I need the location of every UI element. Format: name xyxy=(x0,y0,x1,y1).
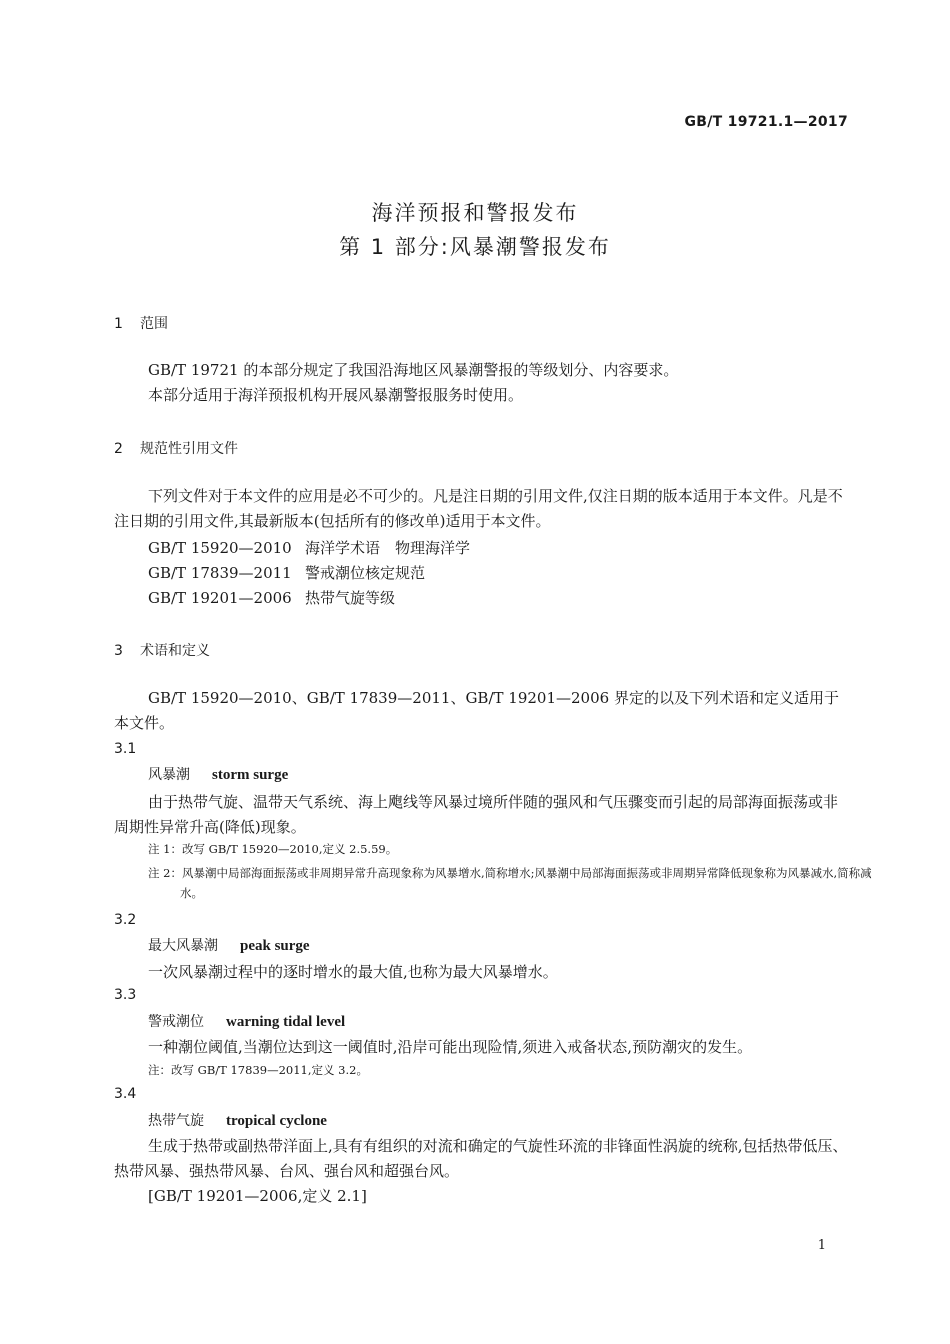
clause-number: 3.2 xyxy=(114,912,137,928)
page-number: 1 xyxy=(817,1238,826,1253)
section-1-paragraph: GB/T 19721 的本部分规定了我国沿海地区风暴潮警报的等级划分、内容要求。 xyxy=(148,361,679,379)
section-1-paragraph: 本部分适用于海洋预报机构开展风暴潮警报服务时使用。 xyxy=(148,386,524,404)
term-english: tropical cyclone xyxy=(226,1113,327,1129)
term-entry xyxy=(148,764,288,784)
section-number: 3 xyxy=(114,643,123,659)
term-note: 注 2：风暴潮中局部海面振荡或非周期异常升高现象称为风暴增水,简称增水;风暴潮中局部海面振荡或非周期异常降低现象称为风暴减水,简称减水。 xyxy=(148,866,872,900)
document-title-line1: 海洋预报和警报发布 xyxy=(371,201,579,225)
term-definition: 由于热带气旋、温带天气系统、海上飑线等风暴过境所伴随的强风和气压骤变而引起的局部海面振荡或非周期性异常升高(降低)现象。 xyxy=(114,793,839,836)
term-definition: 生成于热带或副热带洋面上,具有有组织的对流和确定的气旋性环流的非锋面性涡旋的统称,包括热带低压、热带风暴、强热带风暴、台风、强台风和超强台风。 xyxy=(114,1137,848,1180)
clause-number: 3.1 xyxy=(114,741,137,757)
term-chinese: 最大风暴潮 xyxy=(148,938,218,954)
section-3-intro: GB/T 15920—2010、GB/T 17839—2011、GB/T 19201—2006 界定的以及下列术语和定义适用于本文件。 xyxy=(114,689,839,732)
section-number: 1 xyxy=(114,316,123,332)
section-2-heading xyxy=(114,438,238,458)
term-chinese: 热带气旋 xyxy=(148,1113,204,1129)
reference-title: 热带气旋等级 xyxy=(305,589,396,607)
term-entry xyxy=(148,1011,345,1031)
term-english: storm surge xyxy=(212,767,289,783)
reference-title: 警戒潮位核定规范 xyxy=(305,564,426,582)
term-english: warning tidal level xyxy=(226,1014,346,1030)
section-title: 规范性引用文件 xyxy=(140,441,238,457)
term-definition: 一种潮位阈值,当潮位达到这一阈值时,沿岸可能出现险情,须进入戒备状态,预防潮灾的发生。 xyxy=(148,1038,753,1056)
document-title-line2: 第 1 部分:风暴潮警报发布 xyxy=(339,235,611,259)
term-entry xyxy=(148,1110,327,1130)
term-definition: 一次风暴潮过程中的逐时增水的最大值,也称为最大风暴增水。 xyxy=(148,963,558,981)
clause-number: 3.3 xyxy=(114,987,137,1003)
term-note: 注：改写 GB/T 17839—2011,定义 3.2。 xyxy=(148,1063,368,1077)
term-chinese: 警戒潮位 xyxy=(148,1014,204,1030)
standard-number: GB/T 19721.1—2017 xyxy=(684,114,848,130)
section-title: 范围 xyxy=(140,316,168,332)
reference-code: GB/T 19201—2006 xyxy=(148,589,292,607)
term-source: [GB/T 19201—2006,定义 2.1] xyxy=(148,1187,367,1205)
clause-number: 3.4 xyxy=(114,1086,137,1102)
section-1-heading xyxy=(114,313,168,333)
reference-code: GB/T 17839—2011 xyxy=(148,564,292,582)
term-entry xyxy=(148,935,310,955)
reference-title: 海洋学术语 物理海洋学 xyxy=(305,539,471,557)
reference-item xyxy=(148,586,395,611)
term-chinese: 风暴潮 xyxy=(148,767,190,783)
reference-code: GB/T 15920—2010 xyxy=(148,539,292,557)
term-english: peak surge xyxy=(240,938,310,954)
section-number: 2 xyxy=(114,441,123,457)
section-2-intro: 下列文件对于本文件的应用是必不可少的。凡是注日期的引用文件,仅注日期的版本适用于本文件。凡是不注日期的引用文件,其最新版本(包括所有的修改单)适用于本文件。 xyxy=(114,487,843,530)
section-title: 术语和定义 xyxy=(140,643,210,659)
reference-item xyxy=(148,561,425,586)
section-3-heading xyxy=(114,640,210,660)
reference-item xyxy=(148,536,470,561)
term-note: 注 1：改写 GB/T 15920—2010,定义 2.5.59。 xyxy=(148,842,398,856)
